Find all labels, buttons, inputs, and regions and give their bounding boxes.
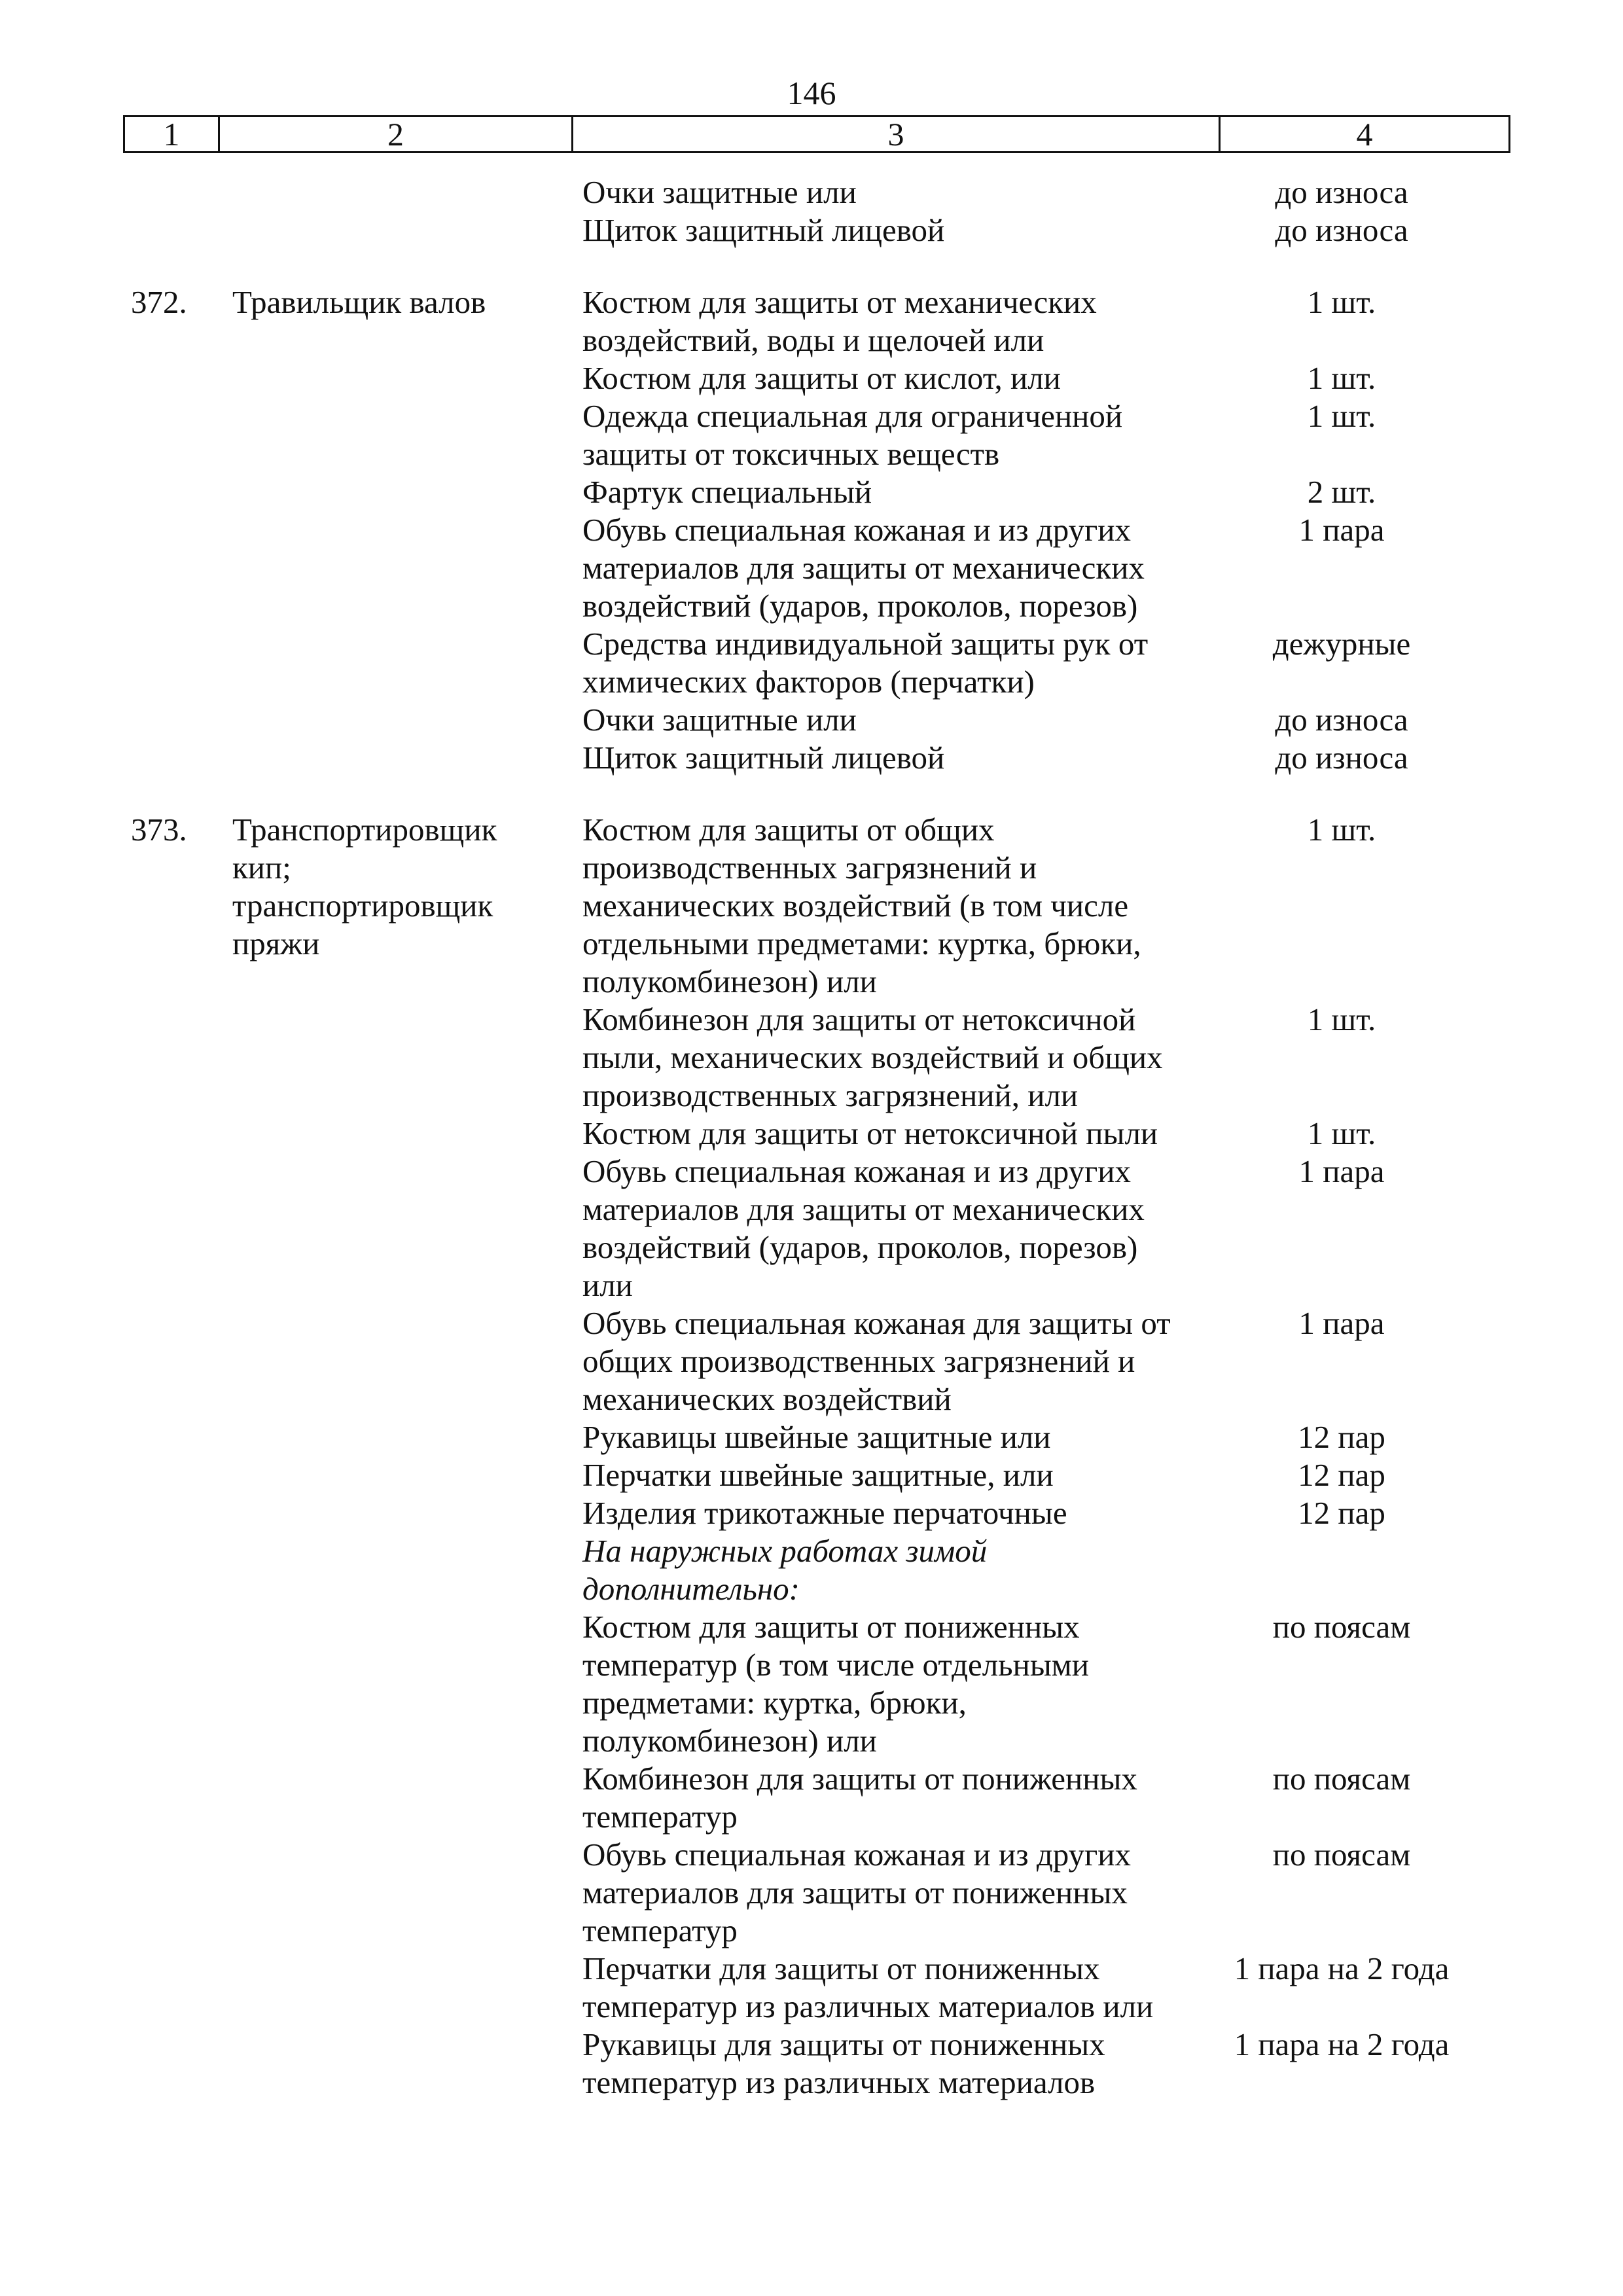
- item-line: Рукавицы швейные защитные или: [582, 1419, 1051, 1455]
- page-number: 146: [787, 75, 836, 111]
- header-col-3: 3: [573, 117, 1221, 151]
- item-line: Обувь специальная кожаная и из других: [582, 1837, 1131, 1873]
- item-quantity: 1 шт.: [1307, 1001, 1376, 1037]
- item-line: Обувь специальная кожаная для защиты от: [582, 1305, 1171, 1341]
- item-line: материалов для защиты от механических: [582, 1191, 1145, 1227]
- item-quantity: до износа: [1275, 740, 1408, 776]
- item-line: производственных загрязнений, или: [582, 1077, 1079, 1113]
- header-col-2: 2: [220, 117, 573, 151]
- item-line: Щиток защитный лицевой: [582, 740, 945, 776]
- item-quantity: 12 пар: [1298, 1495, 1385, 1531]
- item-line: Очки защитные или: [582, 702, 857, 738]
- item-line: воздействий, воды и щелочей или: [582, 322, 1044, 358]
- item-line: Костюм для защиты от кислот, или: [582, 360, 1061, 396]
- item-line: температур из различных материалов или: [582, 1988, 1154, 2024]
- profession-line: кип;: [232, 850, 291, 886]
- item-quantity: 1 шт.: [1307, 398, 1376, 434]
- item-line: воздействий (ударов, проколов, порезов): [582, 1229, 1138, 1265]
- item-line: Щиток защитный лицевой: [582, 212, 945, 248]
- item-quantity: по поясам: [1272, 1761, 1411, 1797]
- item-line: полукомбинезон) или: [582, 1723, 877, 1759]
- item-quantity: до износа: [1275, 174, 1408, 210]
- item-line: температур: [582, 1912, 738, 1948]
- item-quantity: по поясам: [1272, 1609, 1411, 1645]
- table-header-row: [123, 115, 1510, 153]
- item-line: воздействий (ударов, проколов, порезов): [582, 588, 1138, 624]
- item-line: Средства индивидуальной защиты рук от: [582, 626, 1149, 662]
- item-line: производственных загрязнений и: [582, 850, 1037, 886]
- profession-line: Травильщик валов: [232, 284, 486, 320]
- profession-line: Транспортировщик: [232, 812, 497, 848]
- item-quantity: 1 пара на 2 года: [1234, 1950, 1450, 1986]
- item-line: температур из различных материалов: [582, 2064, 1096, 2100]
- item-line: материалов для защиты от пониженных: [582, 1874, 1128, 1910]
- item-quantity: 1 шт.: [1307, 284, 1376, 320]
- item-line: механических воздействий: [582, 1381, 952, 1417]
- item-line: дополнительно:: [582, 1571, 800, 1607]
- item-quantity: 12 пар: [1298, 1457, 1385, 1493]
- item-quantity: 1 пара: [1298, 1153, 1385, 1189]
- item-quantity: 1 шт.: [1307, 812, 1376, 848]
- item-line: механических воздействий (в том числе: [582, 888, 1129, 924]
- item-line: Перчатки швейные защитные, или: [582, 1457, 1054, 1493]
- item-line: Комбинезон для защиты от пониженных: [582, 1761, 1137, 1797]
- item-line: Изделия трикотажные перчаточные: [582, 1495, 1067, 1531]
- header-col-1: 1: [125, 117, 220, 151]
- item-quantity: дежурные: [1272, 626, 1411, 662]
- item-line: Одежда специальная для ограниченной: [582, 398, 1123, 434]
- item-quantity: 12 пар: [1298, 1419, 1385, 1455]
- item-quantity: 1 шт.: [1307, 360, 1376, 396]
- item-line: Перчатки для защиты от пониженных: [582, 1950, 1100, 1986]
- item-line: Обувь специальная кожаная и из других: [582, 512, 1131, 548]
- item-line: или: [582, 1267, 633, 1303]
- item-line: Костюм для защиты от пониженных: [582, 1609, 1080, 1645]
- item-line: пыли, механических воздействий и общих: [582, 1039, 1163, 1075]
- item-quantity: по поясам: [1272, 1837, 1411, 1873]
- item-line: Очки защитные или: [582, 174, 857, 210]
- entry-number: 372.: [131, 284, 187, 320]
- item-quantity: 2 шт.: [1307, 474, 1376, 510]
- item-line: На наружных работах зимой: [582, 1533, 988, 1569]
- item-line: материалов для защиты от механических: [582, 550, 1145, 586]
- profession-line: транспортировщик: [232, 888, 493, 924]
- item-line: предметами: куртка, брюки,: [582, 1685, 967, 1721]
- item-line: Фартук специальный: [582, 474, 872, 510]
- item-line: температур: [582, 1799, 738, 1835]
- item-line: полукомбинезон) или: [582, 963, 877, 999]
- item-line: Комбинезон для защиты от нетоксичной: [582, 1001, 1136, 1037]
- item-line: Костюм для защиты от общих: [582, 812, 995, 848]
- profession-line: пряжи: [232, 925, 320, 961]
- item-line: Рукавицы для защиты от пониженных: [582, 2026, 1105, 2062]
- item-line: отдельными предметами: куртка, брюки,: [582, 925, 1141, 961]
- item-line: химических факторов (перчатки): [582, 664, 1035, 700]
- item-quantity: 1 шт.: [1307, 1115, 1376, 1151]
- item-quantity: 1 пара на 2 года: [1234, 2026, 1450, 2062]
- item-line: общих производственных загрязнений и: [582, 1343, 1135, 1379]
- item-quantity: 1 пара: [1298, 512, 1385, 548]
- item-quantity: до износа: [1275, 702, 1408, 738]
- item-line: Обувь специальная кожаная и из других: [582, 1153, 1131, 1189]
- item-quantity: до износа: [1275, 212, 1408, 248]
- entry-number: 373.: [131, 812, 187, 848]
- header-col-4: 4: [1356, 116, 1373, 152]
- item-line: температур (в том числе отдельными: [582, 1647, 1089, 1683]
- item-line: защиты от токсичных веществ: [582, 436, 1000, 472]
- item-line: Костюм для защиты от механических: [582, 284, 1097, 320]
- item-line: Костюм для защиты от нетоксичной пыли: [582, 1115, 1158, 1151]
- item-quantity: 1 пара: [1298, 1305, 1385, 1341]
